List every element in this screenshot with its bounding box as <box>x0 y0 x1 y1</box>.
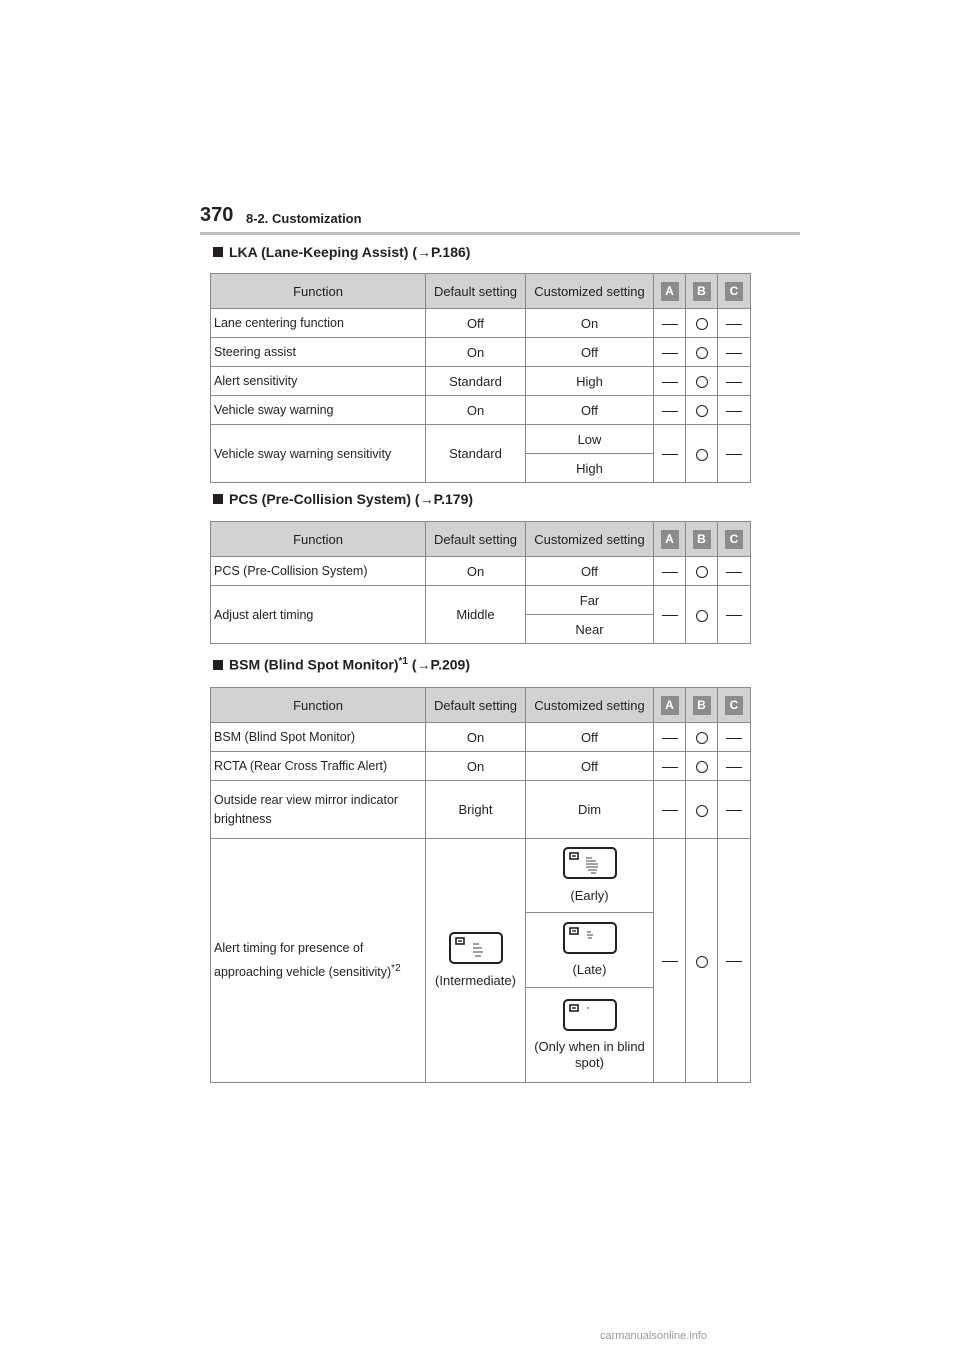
dash-icon <box>662 572 678 573</box>
custom-cell: Off <box>526 338 654 367</box>
dash-icon <box>726 738 742 739</box>
default-cell: Middle <box>426 586 526 644</box>
custom-cell: Off <box>526 723 654 752</box>
circle-icon <box>696 318 708 330</box>
custom-cell: Low <box>526 425 654 454</box>
dash-icon <box>726 961 742 962</box>
custom-caption: (Only when in blind spot) <box>534 1038 645 1071</box>
section-heading: 8-2. Customization <box>246 211 362 226</box>
col-customized: Customized setting <box>526 274 654 309</box>
dash-icon <box>662 738 678 739</box>
bullet-icon <box>213 247 223 257</box>
dash-icon <box>726 454 742 455</box>
mirror-indicator-early-icon <box>563 847 617 879</box>
col-a-label: A <box>661 530 679 549</box>
bsm-table <box>210 687 751 1083</box>
lka-table <box>210 273 751 483</box>
col-a-label: A <box>661 282 679 301</box>
custom-cell: High <box>526 454 654 483</box>
function-cell: BSM (Blind Spot Monitor) <box>211 723 426 752</box>
custom-caption: (Late) <box>572 962 607 977</box>
table-row <box>211 309 751 338</box>
default-cell <box>426 839 526 1083</box>
col-b-label: B <box>693 696 711 715</box>
mirror-indicator-intermediate-icon <box>449 932 503 964</box>
col-c-label: C <box>725 696 743 715</box>
circle-icon <box>696 610 708 622</box>
function-cell: Alert timing for presence of approaching vehicle (sensitivity)$^{*2}$ <box>211 839 426 1083</box>
pcs-table <box>210 521 751 644</box>
default-cell: On <box>426 557 526 586</box>
default-caption: (Intermediate) <box>435 972 516 988</box>
col-function: Function <box>211 274 426 309</box>
function-cell: Vehicle sway warning <box>211 396 426 425</box>
table-row <box>211 839 751 913</box>
col-default: Default setting <box>426 522 526 557</box>
col-function: Function <box>211 522 426 557</box>
footer-watermark: carmanualsonline.info <box>600 1330 708 1342</box>
dash-icon <box>726 411 742 412</box>
circle-icon <box>696 761 708 773</box>
bullet-icon <box>213 494 223 504</box>
lka-title: LKA (Lane-Keeping Assist) (→P.186) <box>213 244 470 260</box>
table-row <box>211 338 751 367</box>
default-cell: On <box>426 396 526 425</box>
custom-cell: Far <box>526 586 654 615</box>
custom-cell: Off <box>526 396 654 425</box>
dash-icon <box>662 382 678 383</box>
dash-icon <box>726 382 742 383</box>
col-customized: Customized setting <box>526 688 654 723</box>
table-row <box>211 367 751 396</box>
default-cell: Standard <box>426 425 526 483</box>
default-cell: On <box>426 752 526 781</box>
table-row <box>211 723 751 752</box>
table-row <box>211 586 751 615</box>
dash-icon <box>662 411 678 412</box>
circle-icon <box>696 449 708 461</box>
dash-icon <box>726 572 742 573</box>
circle-icon <box>696 566 708 578</box>
function-cell: Vehicle sway warning sensitivity <box>211 425 426 483</box>
custom-caption: (Early) <box>570 887 609 903</box>
pcs-title: PCS (Pre-Collision System) (→P.179) <box>213 491 473 507</box>
default-cell: Bright <box>426 781 526 839</box>
col-c-label: C <box>725 530 743 549</box>
custom-cell <box>526 988 654 1083</box>
dash-icon <box>662 961 678 962</box>
dash-icon <box>662 767 678 768</box>
default-cell: Standard <box>426 367 526 396</box>
function-cell: Steering assist <box>211 338 426 367</box>
dash-icon <box>662 454 678 455</box>
col-default: Default setting <box>426 688 526 723</box>
custom-cell: Off <box>526 557 654 586</box>
col-customized: Customized setting <box>526 522 654 557</box>
default-cell: On <box>426 723 526 752</box>
col-b-label: B <box>693 530 711 549</box>
function-cell: PCS (Pre-Collision System) <box>211 557 426 586</box>
function-cell: Adjust alert timing <box>211 586 426 644</box>
mirror-indicator-late-icon <box>563 922 617 954</box>
dash-icon <box>726 767 742 768</box>
bullet-icon <box>213 660 223 670</box>
custom-cell <box>526 839 654 913</box>
table-row <box>211 752 751 781</box>
col-b-label: B <box>693 282 711 301</box>
col-default: Default setting <box>426 274 526 309</box>
table-header-row <box>211 274 751 309</box>
table-row <box>211 781 751 839</box>
table-header-row <box>211 522 751 557</box>
function-cell: Lane centering function <box>211 309 426 338</box>
bsm-title: BSM (Blind Spot Monitor)$^{*1}$ (→P.209) <box>213 656 470 673</box>
dash-icon <box>726 324 742 325</box>
dash-icon <box>662 324 678 325</box>
function-cell: Alert sensitivity <box>211 367 426 396</box>
table-row <box>211 557 751 586</box>
circle-icon <box>696 405 708 417</box>
custom-cell: On <box>526 309 654 338</box>
col-a-label: A <box>661 696 679 715</box>
custom-cell <box>526 913 654 988</box>
circle-icon <box>696 347 708 359</box>
function-cell: Outside rear view mirror indicator brightness <box>211 781 426 839</box>
table-row <box>211 396 751 425</box>
custom-cell: Off <box>526 752 654 781</box>
default-cell: On <box>426 338 526 367</box>
dash-icon <box>662 615 678 616</box>
dash-icon <box>726 353 742 354</box>
col-function: Function <box>211 688 426 723</box>
header-rule <box>200 232 800 235</box>
custom-cell: High <box>526 367 654 396</box>
mirror-indicator-blind-spot-icon <box>563 999 617 1031</box>
circle-icon <box>696 732 708 744</box>
dash-icon <box>662 353 678 354</box>
dash-icon <box>726 615 742 616</box>
circle-icon <box>696 956 708 968</box>
dash-icon <box>662 810 678 811</box>
circle-icon <box>696 805 708 817</box>
function-cell: RCTA (Rear Cross Traffic Alert) <box>211 752 426 781</box>
circle-icon <box>696 376 708 388</box>
default-cell: Off <box>426 309 526 338</box>
custom-cell: Near <box>526 615 654 644</box>
table-row <box>211 425 751 454</box>
page-number: 370 <box>200 204 234 226</box>
dash-icon <box>726 810 742 811</box>
custom-cell: Dim <box>526 781 654 839</box>
col-c-label: C <box>725 282 743 301</box>
table-header-row <box>211 688 751 723</box>
